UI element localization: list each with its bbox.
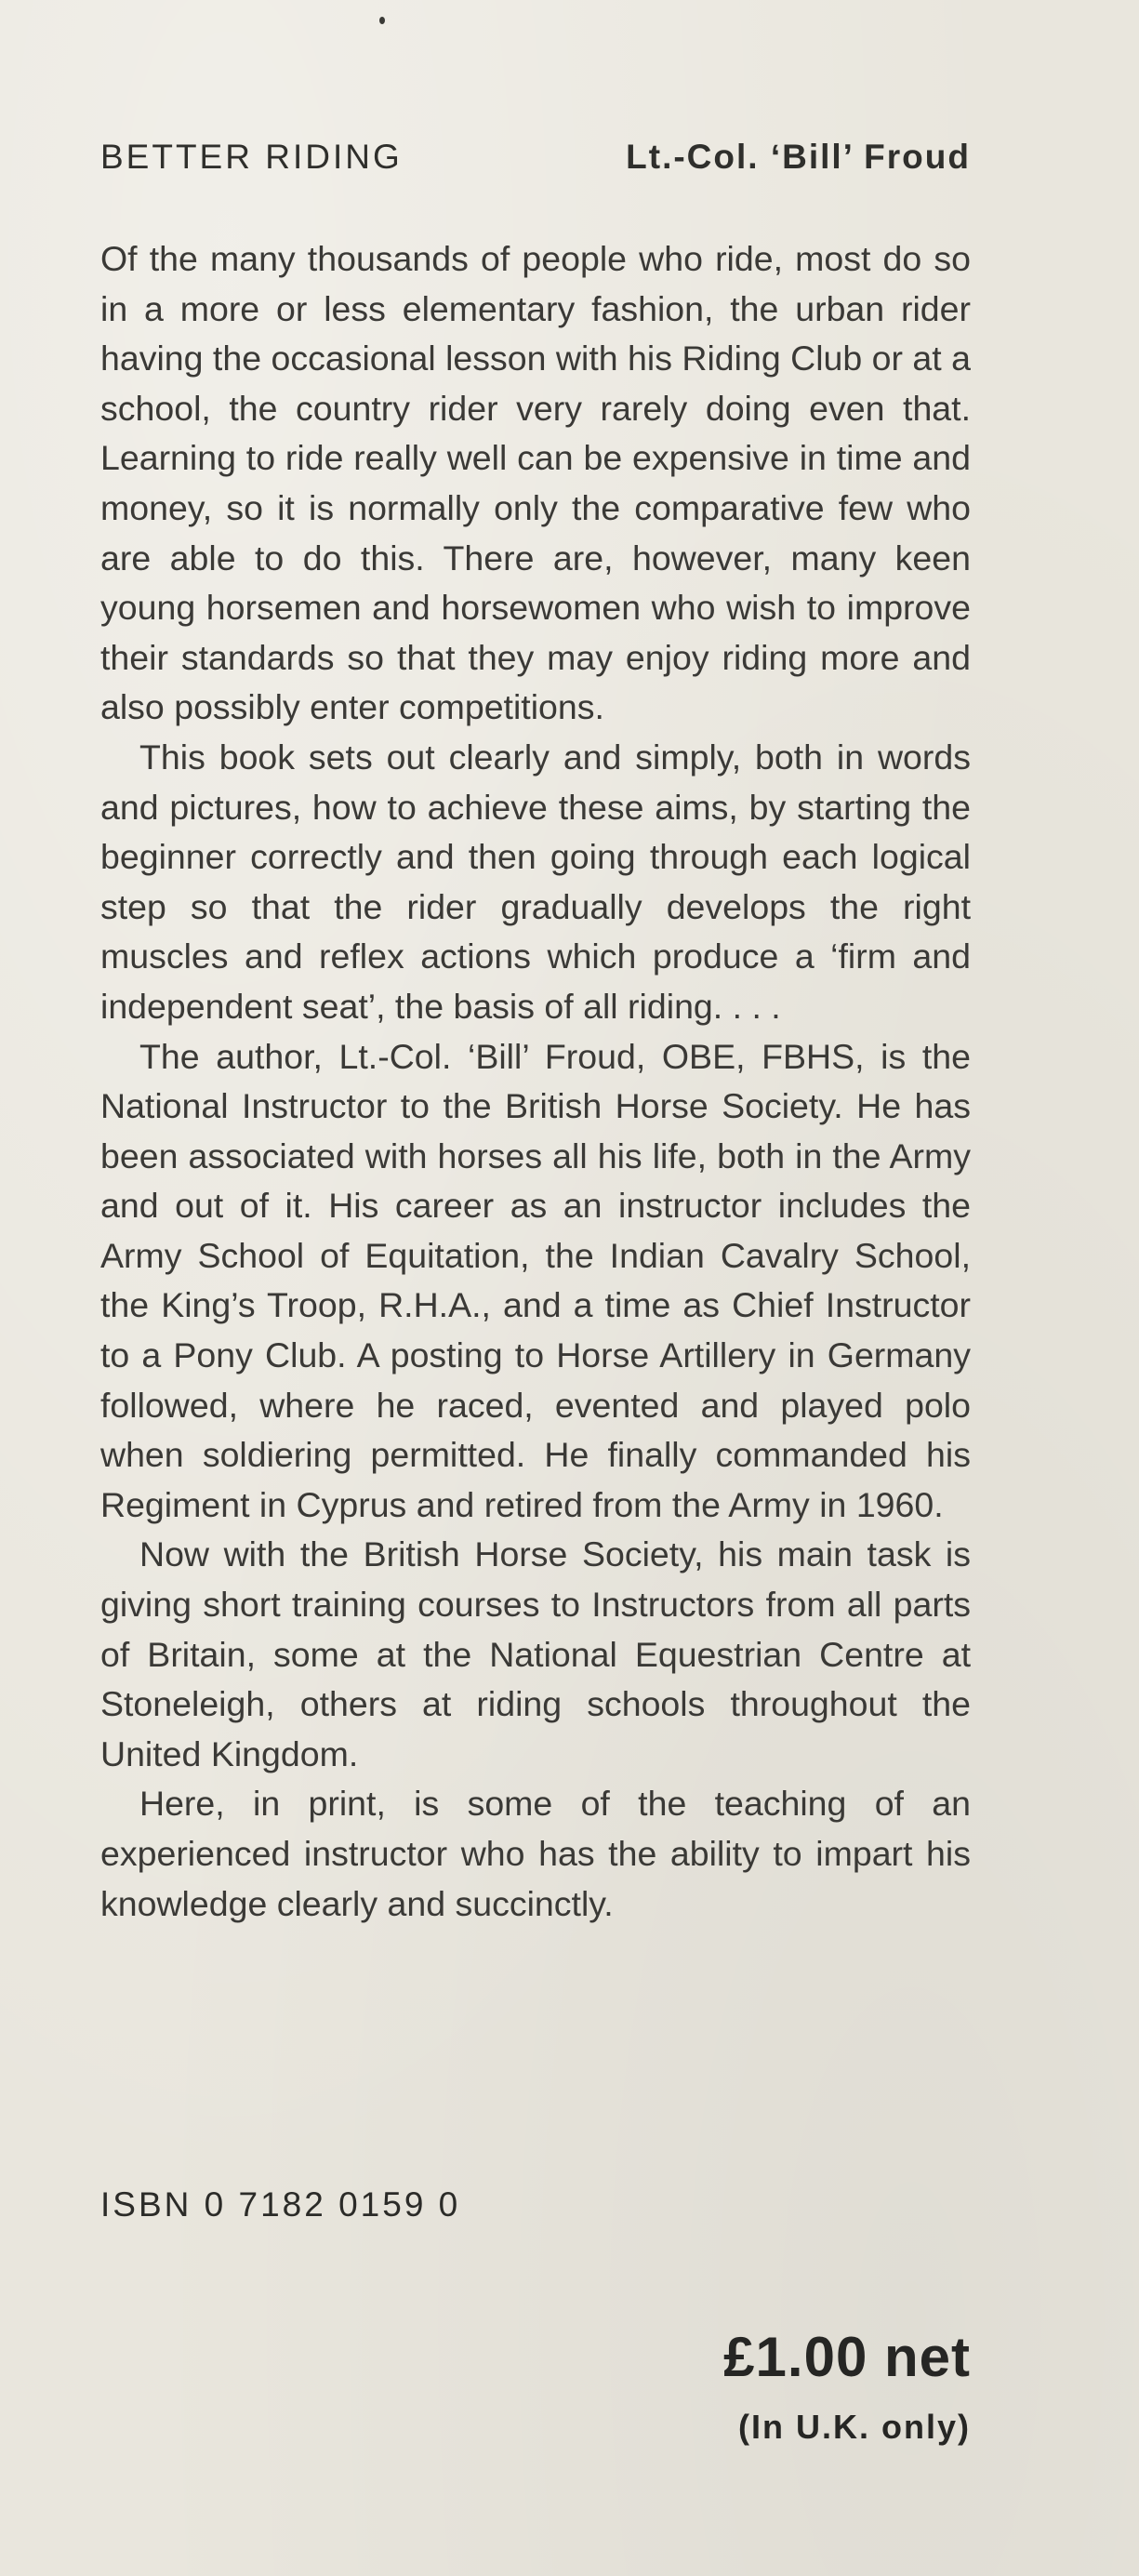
blurb-paragraph: Now with the British Horse Society, his main task is giving short training courses to Instructors from all parts of Britain, some at the National Equestrian Centre at Stoneleigh, others at riding schools throughout the United Kingdom.: [100, 1534, 971, 1773]
blurb: [100, 234, 971, 1929]
header: [100, 138, 971, 177]
blurb-paragraph: Of the many thousands of people who ride, most do so in a more or less elementary fashion, the urban rider having the occasional lesson with his Riding Club or at a school, the country rider very rarely doing even that. Learning to ride really well can be expensive in time and money, so it is normally only the comparative few who are able to do this. There are, however, many keen young horsemen and horsewomen who wish to improve their standards so that they may enjoy riding more and also possibly enter competitions.: [100, 239, 971, 727]
blurb-paragraph: The author, Lt.-Col. ‘Bill’ Froud, OBE, FBHS, is the National Instructor to the British Horse Society. He has been associated with horses all his life, both in the Army and out of it. His career as an instructor includes the Army School of Equitation, the Indian Cavalry School, the King’s Troop, R.H.A., and a time as Chief Instructor to a Pony Club. A posting to Horse Artillery in Germany followed, where he raced, evented and played polo when soldiering permitted. He finally commanded his Regiment in Cyprus and retired from the Army in 1960.: [100, 1036, 971, 1524]
price-block: [723, 2325, 971, 2453]
price-note: (In U.K. only): [738, 2408, 971, 2446]
blurb-paragraph: This book sets out clearly and simply, both in words and pictures, how to achieve these aims, by starting the beginner correctly and then going through each logical step so that the rider gradually develops the right muscles and reflex actions which produce a ‘firm and independent seat’, the basis of all riding. . . .: [100, 737, 971, 1026]
book-title: BETTER RIDING: [100, 138, 403, 176]
author-name: Lt.-Col. ‘Bill’ Froud: [626, 138, 971, 176]
isbn: ISBN 0 7182 0159 0: [100, 2185, 461, 2224]
price: £1.00 net: [723, 2326, 971, 2388]
blurb-paragraph: Here, in print, is some of the teaching of an experienced instructor who has the ability to impart his knowledge clearly and succinctly.: [100, 1784, 971, 1923]
back-cover: [100, 0, 971, 2576]
